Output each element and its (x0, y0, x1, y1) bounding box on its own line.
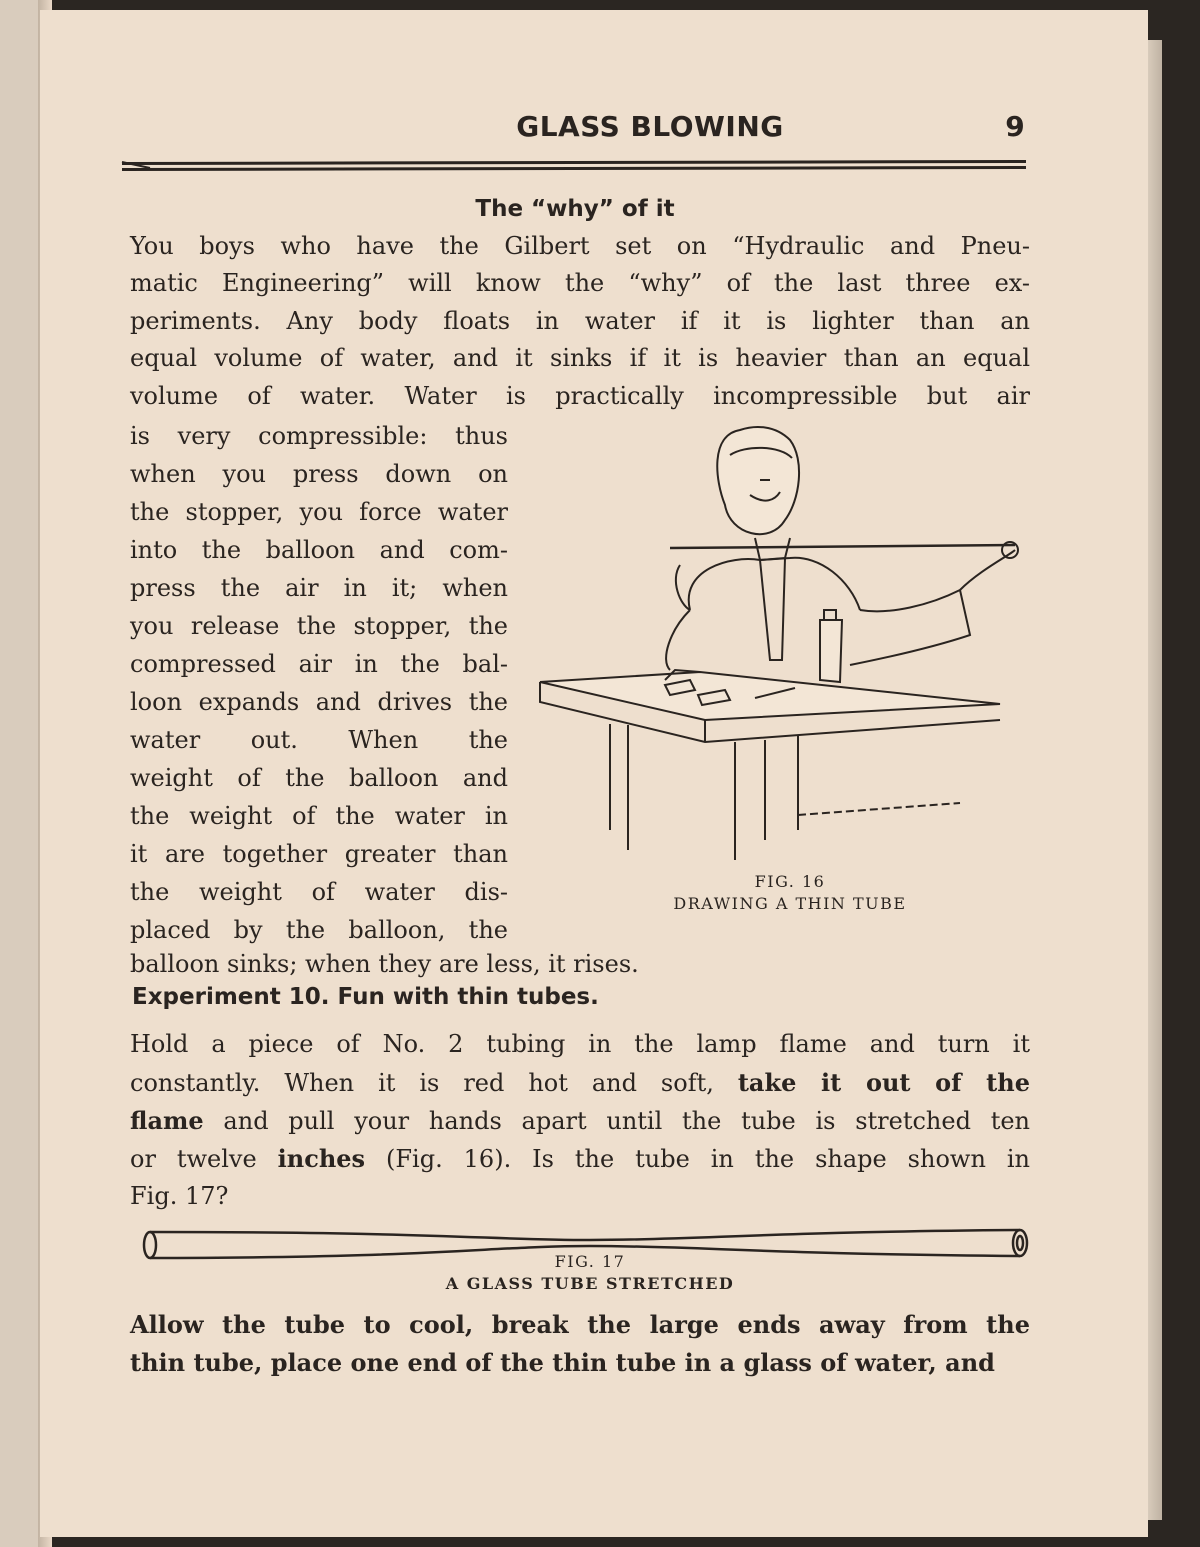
text-line: equal volume of water, and it sinks if it is heavier than an equal (130, 344, 1030, 372)
text-line: is very compressible: thus (130, 422, 508, 450)
page-stack-edge (1148, 40, 1162, 1520)
figure-16-number: FIG. 16 (754, 872, 826, 891)
text-line: periments. Any body floats in water if it is lighter than an (130, 307, 1030, 335)
text-line: the stopper, you force water (130, 498, 508, 526)
text-line: into the balloon and com- (130, 536, 508, 564)
text-line: thin tube, place one end of the thin tube in a glass of water, and (130, 1348, 995, 1377)
text-line: Fig. 17? (130, 1182, 229, 1210)
experiment-heading: Experiment 10. Fun with thin tubes. (132, 984, 599, 1010)
text-line: you release the stopper, the (130, 612, 508, 640)
text-line: press the air in it; when (130, 574, 508, 602)
header-rule (120, 150, 1032, 178)
page-number: 9 (1005, 110, 1025, 143)
text-line: placed by the balloon, the (130, 916, 508, 944)
text-line: weight of the balloon and (130, 764, 508, 792)
text-line: when you press down on (130, 460, 508, 488)
text-line (130, 1140, 1030, 1179)
text-line (130, 1102, 1030, 1141)
text-line: loon expands and drives the (130, 688, 508, 716)
text-segment: or twelve (130, 1145, 257, 1173)
text-line: Hold a piece of No. 2 tubing in the lamp flame and turn it (130, 1030, 1030, 1058)
text-line: compressed air in the bal- (130, 650, 508, 678)
text-line (130, 1064, 1030, 1103)
bold-text-segment: inches (277, 1144, 366, 1173)
bold-text-segment: flame (130, 1106, 204, 1135)
figure-16-illustration (530, 420, 1020, 870)
figure-17-caption: A GLASS TUBE STRETCHED (445, 1274, 735, 1293)
text-line: the weight of the water in (130, 802, 508, 830)
text-line: water out. When the (130, 726, 508, 754)
text-line: the weight of water dis- (130, 878, 508, 906)
text-line: it are together greater than (130, 840, 508, 868)
text-line: volume of water. Water is practically incompressible but air (130, 382, 1030, 410)
figure-17-number: FIG. 17 (554, 1252, 626, 1271)
text-segment: and pull your hands apart until the tube is stretched ten (223, 1107, 1030, 1135)
text-line: You boys who have the Gilbert set on “Hydraulic and Pneu- (130, 232, 1030, 260)
section-title: The “why” of it (475, 196, 675, 222)
text-line: balloon sinks; when they are less, it rises. (130, 950, 639, 978)
running-head-title: GLASS BLOWING (516, 110, 784, 143)
text-line: Allow the tube to cool, break the large ends away from the (130, 1310, 1030, 1339)
bold-text-segment: take it out of the (737, 1068, 1030, 1097)
text-segment: (Fig. 16). Is the tube in the shape shown in (386, 1145, 1030, 1173)
text-segment: constantly. When it is red hot and soft, (130, 1069, 714, 1097)
figure-16-caption: DRAWING A THIN TUBE (673, 894, 907, 913)
facing-page-edge (0, 0, 40, 1547)
text-line: matic Engineering” will know the “why” of the last three ex- (130, 269, 1030, 297)
